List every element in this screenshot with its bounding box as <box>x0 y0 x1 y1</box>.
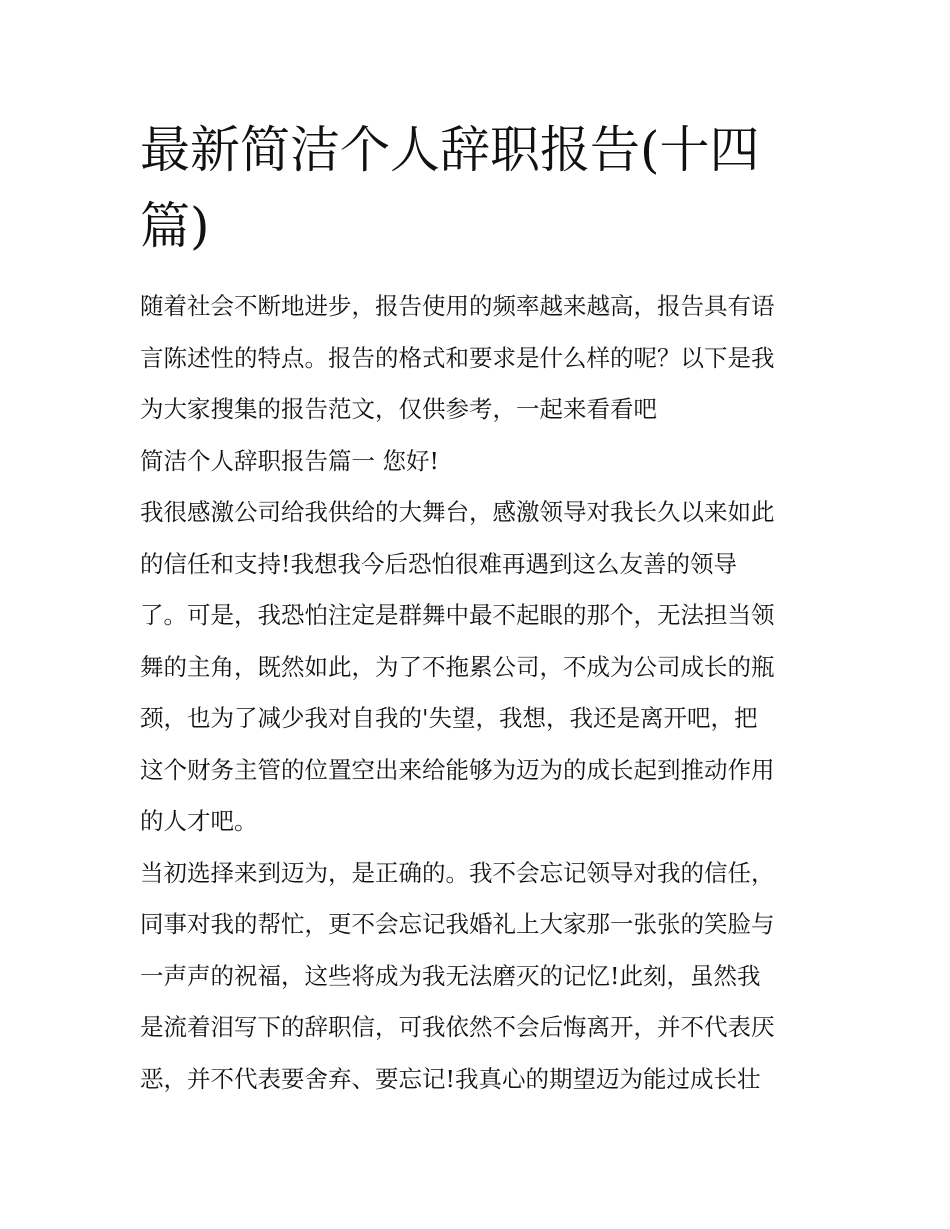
text-line: 我很感激公司给我供给的大舞台，感激领导对我长久以来如此 <box>140 498 775 526</box>
text-line: 随着社会不断地进步，报告使用的频率越来越高，报告具有语 <box>140 292 775 320</box>
intro-paragraph <box>140 281 820 436</box>
text-line: 的信任和支持!我想我今后恐怕很难再遇到这么友善的领导 <box>140 549 737 578</box>
text-line: 同事对我的帮忙，更不会忘记我婚礼上大家那一张张的笑脸与 <box>140 910 775 938</box>
text-line: 言陈述性的特点。报告的格式和要求是什么样的呢？以下是我 <box>140 343 775 372</box>
body-paragraph-1 <box>140 487 820 848</box>
text-line: 恶，并不代表要舍弃、要忘记!我真心的期望迈为能过成长壮 <box>140 1064 761 1093</box>
section-heading-paragraph <box>140 436 820 488</box>
title-line-2: 篇) <box>140 197 210 255</box>
title-line-1: 最新简洁个人辞职报告(十四 <box>140 121 760 179</box>
text-line: 是流着泪写下的辞职信，可我依然不会后悔离开，并不代表厌 <box>140 1013 775 1041</box>
text-line: 一声声的祝福，这些将成为我无法磨灭的记忆!此刻，虽然我 <box>140 961 761 990</box>
text-line: 这个财务主管的位置空出来给能够为迈为的成长起到推动作用 <box>140 755 775 784</box>
text-line: 颈，也为了减少我对自我的'失望，我想，我还是离开吧，把 <box>140 704 758 732</box>
text-line: 了。可是，我恐怕注定是群舞中最不起眼的那个，无法担当领 <box>140 601 775 629</box>
text-line: 的人才吧。 <box>140 807 258 835</box>
document-title <box>140 112 820 264</box>
text-line: 简洁个人辞职报告篇一 您好! <box>140 446 439 475</box>
text-line: 为大家搜集的报告范文，仅供参考，一起来看看吧 <box>140 395 657 423</box>
body-paragraph-2 <box>140 848 820 1106</box>
text-line: 当初选择来到迈为，是正确的。我不会忘记领导对我的信任， <box>140 858 775 887</box>
text-line: 舞的主角，既然如此，为了不拖累公司，不成为公司成长的瓶 <box>140 652 775 681</box>
document-body <box>140 281 820 1105</box>
